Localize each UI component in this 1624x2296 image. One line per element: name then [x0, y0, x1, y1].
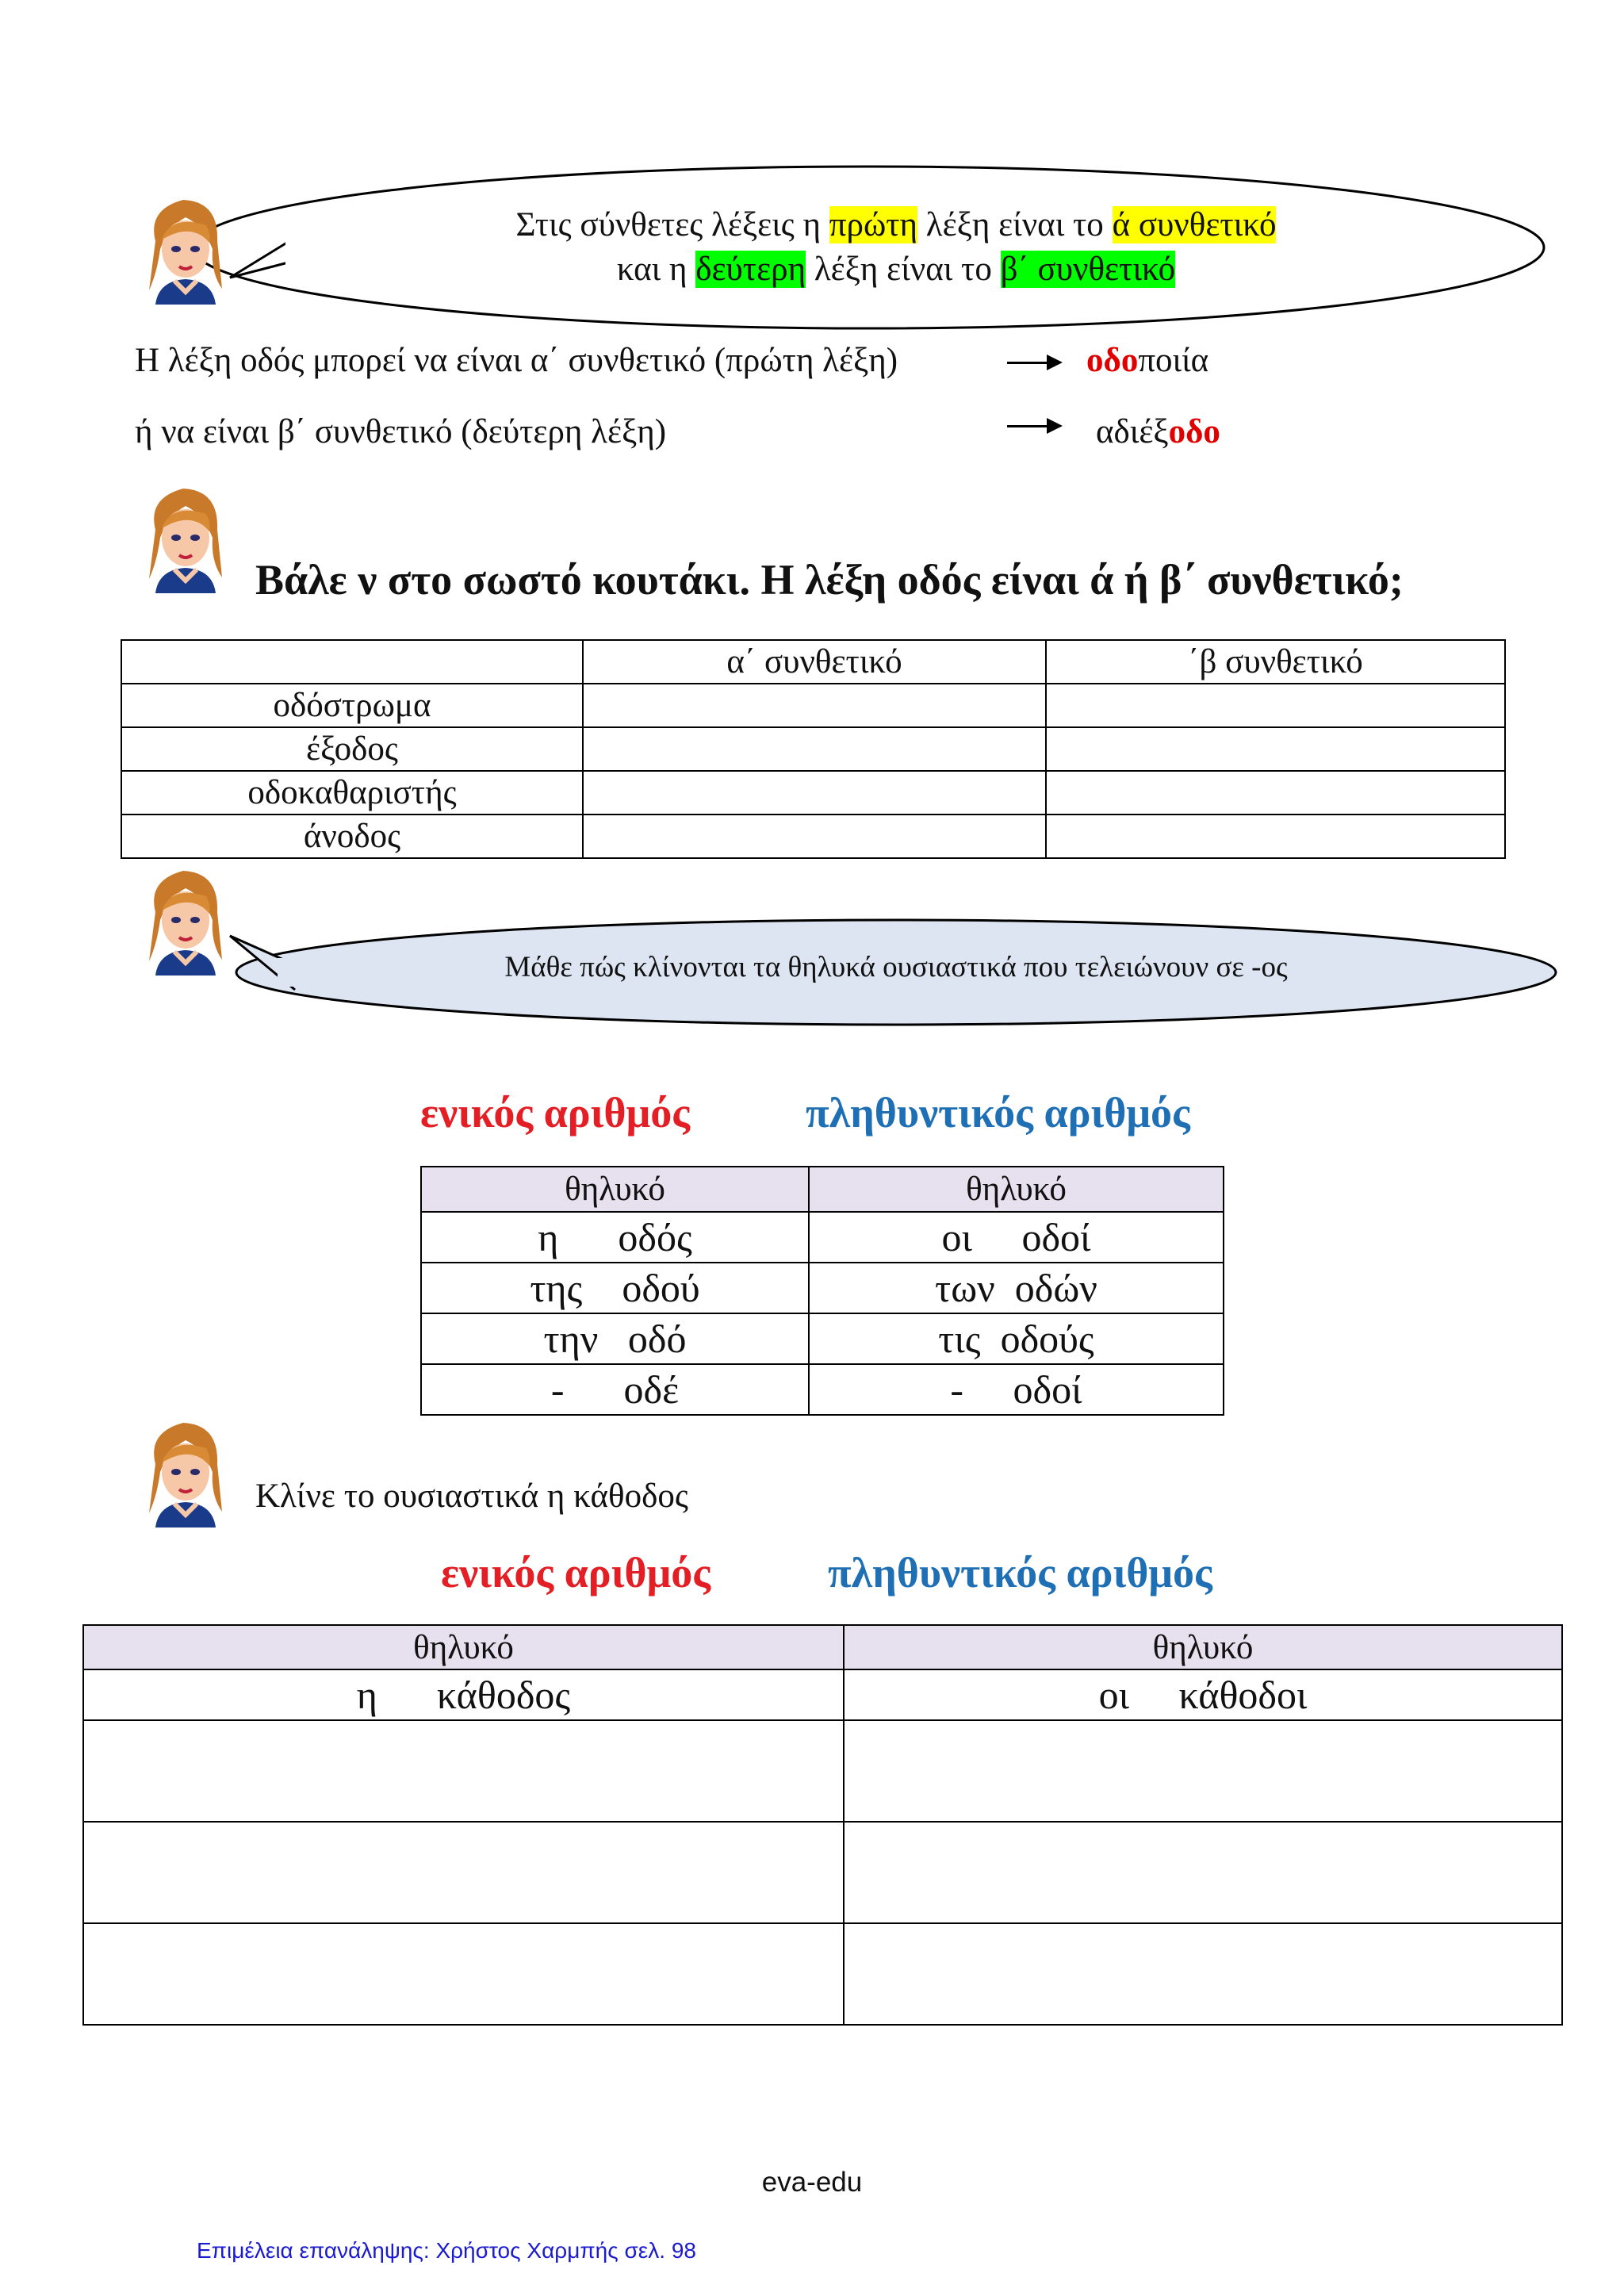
- girl-avatar-icon: [140, 1416, 232, 1527]
- table-row: την οδό: [421, 1313, 809, 1364]
- footer-brand: eva-edu: [761, 2167, 863, 2198]
- arrow-right-icon: [1007, 362, 1059, 364]
- answer-cell-b[interactable]: [1046, 815, 1505, 858]
- header-plural: θηλυκό: [809, 1167, 1224, 1212]
- rule-example-2: αδιέξοδο: [1096, 413, 1220, 450]
- table-row: οι κάθοδοι: [844, 1669, 1562, 1720]
- singular-label: ενικός αριθμός: [420, 1089, 691, 1137]
- answer-cell-a[interactable]: [583, 815, 1046, 858]
- table-row: η οδός: [421, 1212, 809, 1263]
- table-row-word: οδοκαθαριστής: [121, 771, 583, 815]
- answer-cell-b[interactable]: [1046, 771, 1505, 815]
- answer-cell-a[interactable]: [583, 771, 1046, 815]
- header-singular: θηλυκό: [421, 1167, 809, 1212]
- table-row: η κάθοδος: [83, 1669, 844, 1720]
- table-row: - οδέ: [421, 1364, 809, 1415]
- plural-label: πληθυντικός αριθμός: [828, 1549, 1212, 1596]
- answer-cell-singular[interactable]: [83, 1923, 844, 2025]
- table-row: τις οδούς: [809, 1313, 1224, 1364]
- table-row-word: άνοδος: [121, 815, 583, 858]
- answer-cell-plural[interactable]: [844, 1822, 1562, 1923]
- speech-bubble-1: [0, 0, 1624, 349]
- exercise-2-table: [82, 1624, 1563, 2026]
- answer-cell-b[interactable]: [1046, 684, 1505, 727]
- bubble-2-text: Μάθε πώς κλίνονται τα θηλυκά ουσιαστικά που τελειώνουν σε -ος: [504, 951, 1288, 983]
- girl-avatar-icon: [140, 194, 232, 305]
- arrow-right-icon: [1007, 425, 1059, 427]
- table-header-a: α΄ συνθετικό: [583, 640, 1046, 684]
- table-row-word: οδόστρωμα: [121, 684, 583, 727]
- rule-line-1: Η λέξη οδός μπορεί να είναι α΄ συνθετικό (πρώτη λέξη): [135, 342, 898, 379]
- table-row: - οδοί: [809, 1364, 1224, 1415]
- table-header-b: ΄β συνθετικό: [1046, 640, 1505, 684]
- girl-avatar-icon: [140, 482, 232, 593]
- exercise-2-instruction: Κλίνε το ουσιαστικά η κάθοδος: [255, 1478, 688, 1515]
- table-row-word: έξοδος: [121, 727, 583, 771]
- plural-label: πληθυντικός αριθμός: [806, 1089, 1190, 1137]
- footer-credit: Επιμέλεια επανάληψης: Χρήστος Χαρμπής σελ. 98: [197, 2238, 696, 2263]
- singular-label: ενικός αριθμός: [441, 1549, 711, 1596]
- table-row: των οδών: [809, 1263, 1224, 1313]
- answer-cell-a[interactable]: [583, 727, 1046, 771]
- answer-cell-b[interactable]: [1046, 727, 1505, 771]
- answer-cell-a[interactable]: [583, 684, 1046, 727]
- table-row: της οδού: [421, 1263, 809, 1313]
- header-plural: θηλυκό: [844, 1625, 1562, 1669]
- exercise-1-table: [121, 639, 1506, 859]
- bubble-1-text: Στις σύνθετες λέξεις η πρώτη λέξη είναι το ά συνθετικό και η δεύτερη λέξη είναι το β΄ συνθετικό: [515, 206, 1277, 288]
- table-header-empty: [121, 640, 583, 684]
- answer-cell-plural[interactable]: [844, 1923, 1562, 2025]
- header-singular: θηλυκό: [83, 1625, 844, 1669]
- answer-cell-singular[interactable]: [83, 1720, 844, 1822]
- answer-cell-plural[interactable]: [844, 1720, 1562, 1822]
- declension-table: [420, 1166, 1224, 1416]
- table-row: οι οδοί: [809, 1212, 1224, 1263]
- rule-line-2: ή να είναι β΄ συνθετικό (δεύτερη λέξη): [135, 413, 667, 450]
- rule-example-1: οδοποιία: [1086, 342, 1209, 379]
- girl-avatar-icon: [140, 864, 232, 976]
- exercise-1-instruction: Βάλε ν στο σωστό κουτάκι. Η λέξη οδός είναι ά ή β΄ συνθετικό;: [255, 556, 1404, 604]
- answer-cell-singular[interactable]: [83, 1822, 844, 1923]
